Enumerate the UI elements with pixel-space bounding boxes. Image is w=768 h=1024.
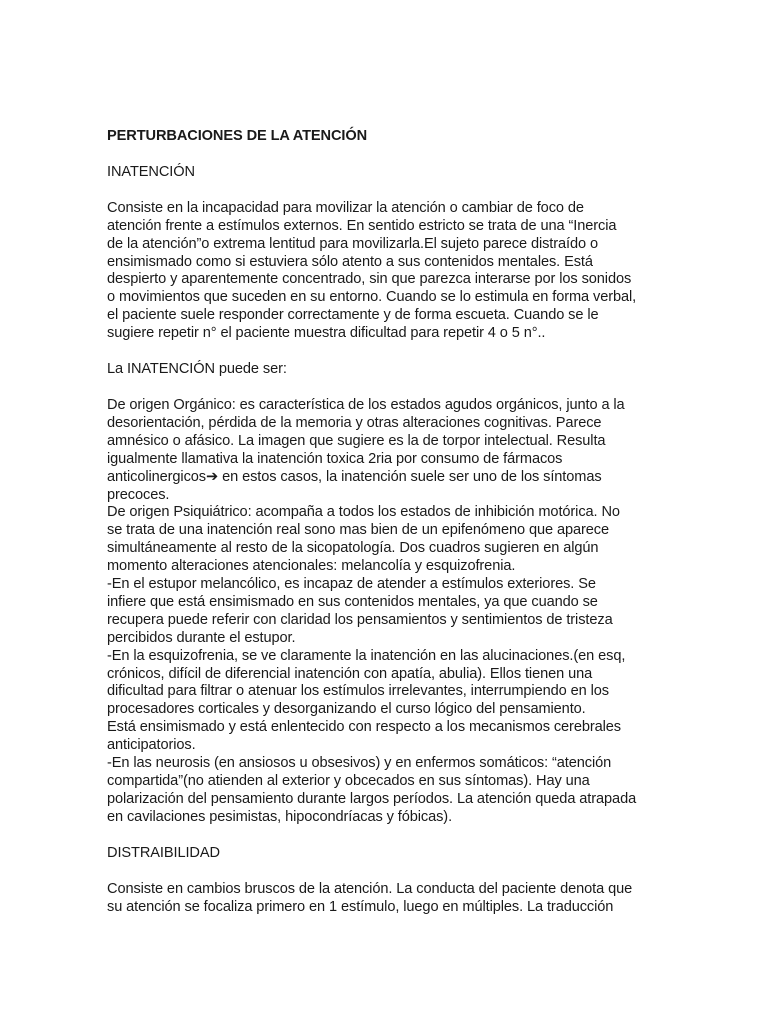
text-line: Consiste en la incapacidad para movilizar la atención o cambiar de foco de bbox=[107, 199, 584, 216]
text-line: crónicos, difícil de diferencial inatención con apatía, abulia). Ellos tienen una bbox=[107, 665, 593, 682]
text-line: recupera puede referir con claridad los pensamientos y sentimientos de tristeza bbox=[107, 611, 613, 628]
text-line: anticipatorios. bbox=[107, 737, 196, 754]
text-line: igualmente llamativa la inatención toxica 2ria por consumo de fármacos bbox=[107, 450, 563, 467]
text-line: en cavilaciones pesimistas, hipocondríacas y fóbicas). bbox=[107, 808, 453, 825]
paragraph-origen-organico bbox=[107, 397, 677, 504]
text-line: desorientación, pérdida de la memoria y otras alteraciones cognitivas. Parece bbox=[107, 414, 602, 431]
text-line: sugiere repetir n° el paciente muestra dificultad para repetir 4 o 5 n°.. bbox=[107, 325, 546, 342]
text-line: dificultad para filtrar o atenuar los estímulos irrelevantes, interrumpiendo en los bbox=[107, 683, 609, 700]
document-body bbox=[107, 128, 677, 934]
text-line: procesadores corticales y desorganizando el curso lógico del pensamiento. bbox=[107, 701, 586, 718]
text-line: De origen Psiquiátrico: acompaña a todos los estados de inhibición motórica. No bbox=[107, 504, 620, 521]
text-line: infiere que está ensimismado en sus contenidos mentales, ya que cuando se bbox=[107, 593, 598, 610]
text-line: -En la esquizofrenia, se ve claramente la inatención en las alucinaciones.(en esq, bbox=[107, 647, 626, 664]
paragraph-distraibilidad bbox=[107, 881, 677, 917]
section-heading-inatencion: INATENCIÓN bbox=[107, 163, 195, 180]
text-line: percibidos durante el estupor. bbox=[107, 629, 296, 646]
text-line: Está ensimismado y está enlentecido con respecto a los mecanismos cerebrales bbox=[107, 719, 621, 736]
text-line: su atención se focaliza primero en 1 estímulo, luego en múltiples. La traducción bbox=[107, 898, 614, 915]
text-line: se trata de una inatención real sono mas bien de un epifenómeno que aparece bbox=[107, 522, 610, 539]
text-line: polarización del pensamiento durante largos períodos. La atención queda atrapada bbox=[107, 790, 637, 807]
text-line: atención frente a estímulos externos. En sentido estricto se trata de una “Inercia bbox=[107, 217, 617, 234]
text-line: simultáneamente al resto de la sicopatología. Dos cuadros sugieren en algún bbox=[107, 540, 599, 557]
text-line: precoces. bbox=[107, 486, 170, 503]
text-segment: en estos casos, la inatención suele ser uno de los síntomas bbox=[218, 468, 602, 485]
text-line: el paciente suele responder correctamente y de forma escueta. Cuando se le bbox=[107, 307, 599, 324]
text-line: despierto y aparentemente concentrado, sin que parezca interarse por los sonidos bbox=[107, 271, 632, 288]
paragraph-types-intro: La INATENCIÓN puede ser: bbox=[107, 361, 287, 378]
text-line: Consiste en cambios bruscos de la atención. La conducta del paciente denota que bbox=[107, 880, 633, 897]
section-heading-distraibilidad: DISTRAIBILIDAD bbox=[107, 844, 220, 861]
text-line: momento alteraciones atencionales: melancolía y esquizofrenia. bbox=[107, 558, 516, 575]
arrow-right-icon: ➔ bbox=[206, 468, 219, 485]
text-line: amnésico o afásico. La imagen que sugiere es la de torpor intelectual. Resulta bbox=[107, 432, 606, 449]
text-line: -En el estupor melancólico, es incapaz de atender a estímulos exteriores. Se bbox=[107, 576, 596, 593]
text-line: de la atención”o extrema lentitud para movilizarla.El sujeto parece distraído o bbox=[107, 235, 598, 252]
text-line: ensimismado como si estuviera sólo atento a sus contenidos mentales. Está bbox=[107, 253, 593, 270]
text-line bbox=[107, 469, 677, 487]
text-line: o movimientos que suceden en su entorno. Cuando se lo estimula en forma verbal, bbox=[107, 289, 637, 306]
text-line: -En las neurosis (en ansiosos u obsesivos) y en enfermos somáticos: “atención bbox=[107, 755, 612, 772]
text-line: compartida”(no atienden al exterior y obcecados en sus síntomas). Hay una bbox=[107, 773, 590, 789]
paragraph-origen-psiquiatrico bbox=[107, 504, 677, 826]
document-title: PERTURBACIONES DE LA ATENCIÓN bbox=[107, 128, 368, 144]
text-segment: anticolinergicos bbox=[107, 468, 206, 485]
text-line: De origen Orgánico: es característica de los estados agudos orgánicos, junto a la bbox=[107, 396, 625, 413]
paragraph-definition bbox=[107, 200, 677, 343]
